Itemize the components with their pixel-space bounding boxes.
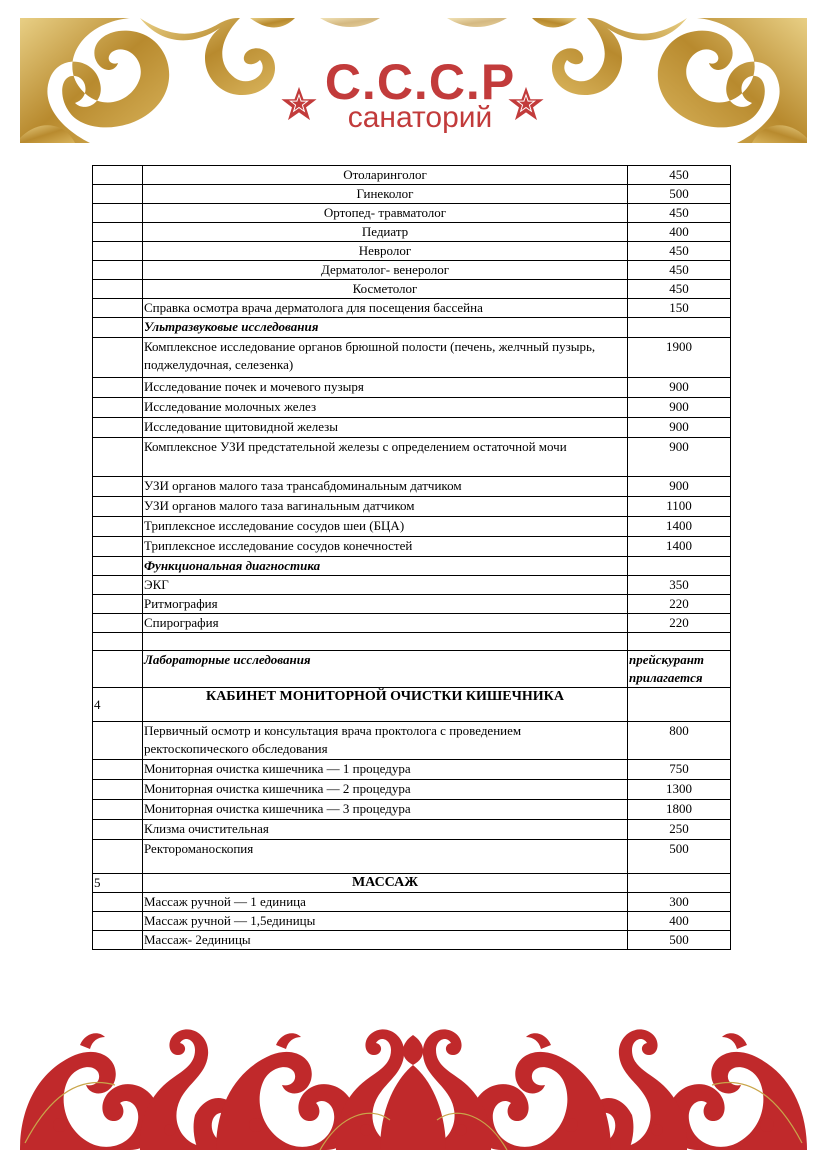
section-number-cell <box>93 595 143 614</box>
price-cell: 150 <box>628 299 731 318</box>
price-cell: 1400 <box>628 537 731 557</box>
price-cell: 450 <box>628 204 731 223</box>
price-cell: 900 <box>628 418 731 438</box>
table-row <box>93 651 731 688</box>
service-name-cell: Исследование молочных желез <box>143 398 628 418</box>
table-row <box>93 398 731 418</box>
section-number-cell <box>93 614 143 633</box>
table-row <box>93 800 731 820</box>
price-cell: 400 <box>628 223 731 242</box>
service-name-cell: Дерматолог- венеролог <box>143 261 628 280</box>
table-row <box>93 517 731 537</box>
price-cell: 450 <box>628 242 731 261</box>
price-cell: 1100 <box>628 497 731 517</box>
service-name-cell: Лабораторные исследования <box>143 651 628 688</box>
section-number-cell <box>93 651 143 688</box>
service-name-cell: УЗИ органов малого таза трансабдоминальным датчиком <box>143 477 628 497</box>
section-number-cell <box>93 280 143 299</box>
table-row <box>93 840 731 874</box>
bottom-red-ornament <box>20 1025 807 1150</box>
table-row <box>93 537 731 557</box>
price-cell: 300 <box>628 893 731 912</box>
price-cell: 500 <box>628 185 731 204</box>
table-row <box>93 820 731 840</box>
right-star-icon <box>507 85 545 123</box>
price-cell <box>628 874 731 893</box>
table-row <box>93 576 731 595</box>
service-name-cell: Ультразвуковые исследования <box>143 318 628 338</box>
price-cell: 250 <box>628 820 731 840</box>
price-cell: 900 <box>628 438 731 477</box>
table-row <box>93 223 731 242</box>
section-number-cell <box>93 557 143 576</box>
price-cell: 900 <box>628 477 731 497</box>
section-number-cell <box>93 185 143 204</box>
price-cell <box>628 557 731 576</box>
sanatorium-logo <box>275 55 555 140</box>
service-name-cell: Педиатр <box>143 223 628 242</box>
service-name-cell: Исследование щитовидной железы <box>143 418 628 438</box>
price-table <box>92 165 731 950</box>
section-number-cell <box>93 299 143 318</box>
service-name-cell: Отоларинголог <box>143 166 628 185</box>
section-number-cell <box>93 477 143 497</box>
section-number-cell <box>93 242 143 261</box>
table-row <box>93 497 731 517</box>
section-number-cell <box>93 760 143 780</box>
table-row <box>93 166 731 185</box>
price-cell <box>628 633 731 651</box>
section-number-cell <box>93 166 143 185</box>
service-name-cell: Функциональная диагностика <box>143 557 628 576</box>
section-number-cell <box>93 223 143 242</box>
section-number-cell: 4 <box>93 688 143 722</box>
service-name-cell: Массаж ручной — 1,5единицы <box>143 912 628 931</box>
service-name-cell: КАБИНЕТ МОНИТОРНОЙ ОЧИСТКИ КИШЕЧНИКА <box>143 688 628 722</box>
table-row <box>93 722 731 760</box>
section-number-cell <box>93 912 143 931</box>
price-cell: 220 <box>628 595 731 614</box>
section-number-cell <box>93 378 143 398</box>
table-row <box>93 912 731 931</box>
logo-title: С.С.С.Р <box>324 54 516 110</box>
price-cell: 900 <box>628 398 731 418</box>
table-row <box>93 438 731 477</box>
table-row <box>93 338 731 378</box>
service-name-cell <box>143 633 628 651</box>
section-number-cell <box>93 261 143 280</box>
table-row <box>93 242 731 261</box>
price-cell: 800 <box>628 722 731 760</box>
service-name-cell: Массаж- 2единицы <box>143 931 628 950</box>
price-cell: 450 <box>628 166 731 185</box>
section-number-cell <box>93 318 143 338</box>
section-number-cell <box>93 398 143 418</box>
table-row <box>93 477 731 497</box>
section-number-cell <box>93 820 143 840</box>
service-name-cell: ЭКГ <box>143 576 628 595</box>
table-row <box>93 418 731 438</box>
section-number-cell <box>93 931 143 950</box>
table-row <box>93 204 731 223</box>
price-cell: 900 <box>628 378 731 398</box>
price-cell: 1900 <box>628 338 731 378</box>
price-cell: 450 <box>628 280 731 299</box>
service-name-cell: Справка осмотра врача дерматолога для посещения бассейна <box>143 299 628 318</box>
service-name-cell: Ректороманоскопия <box>143 840 628 874</box>
table-row <box>93 299 731 318</box>
service-name-cell: Ортопед- травматолог <box>143 204 628 223</box>
service-name-cell: Первичный осмотр и консультация врача проктолога с проведением ректоскопического обследования <box>143 722 628 760</box>
table-row <box>93 185 731 204</box>
service-name-cell: Ритмография <box>143 595 628 614</box>
section-number-cell <box>93 204 143 223</box>
table-row <box>93 280 731 299</box>
left-star-icon <box>280 85 318 123</box>
price-cell: прейскурант прилагается <box>628 651 731 688</box>
table-row <box>93 931 731 950</box>
service-name-cell: Триплексное исследование сосудов конечностей <box>143 537 628 557</box>
price-cell: 450 <box>628 261 731 280</box>
service-name-cell: Спирография <box>143 614 628 633</box>
section-number-cell <box>93 893 143 912</box>
service-name-cell: Клизма очистительная <box>143 820 628 840</box>
service-name-cell: Триплексное исследование сосудов шеи (БЦА) <box>143 517 628 537</box>
table-row <box>93 261 731 280</box>
price-cell: 1300 <box>628 780 731 800</box>
service-name-cell: УЗИ органов малого таза вагинальным датчиком <box>143 497 628 517</box>
section-number-cell <box>93 438 143 477</box>
price-cell: 500 <box>628 931 731 950</box>
section-number-cell <box>93 497 143 517</box>
section-number-cell: 5 <box>93 874 143 893</box>
table-row <box>93 688 731 722</box>
price-cell: 1400 <box>628 517 731 537</box>
service-name-cell: Комплексное УЗИ предстательной железы с определением остаточной мочи <box>143 438 628 477</box>
service-name-cell: Гинеколог <box>143 185 628 204</box>
table-row <box>93 595 731 614</box>
price-cell <box>628 318 731 338</box>
section-number-cell <box>93 537 143 557</box>
service-name-cell: Исследование почек и мочевого пузыря <box>143 378 628 398</box>
table-row <box>93 378 731 398</box>
service-name-cell: МАССАЖ <box>143 874 628 893</box>
table-row <box>93 633 731 651</box>
table-row <box>93 874 731 893</box>
service-name-cell: Комплексное исследование органов брюшной полости (печень, желчный пузырь, поджелудочная, селезенка) <box>143 338 628 378</box>
table-row <box>93 780 731 800</box>
section-number-cell <box>93 576 143 595</box>
table-row <box>93 557 731 576</box>
price-cell <box>628 688 731 722</box>
service-name-cell: Мониторная очистка кишечника — 3 процедура <box>143 800 628 820</box>
section-number-cell <box>93 418 143 438</box>
section-number-cell <box>93 780 143 800</box>
logo-subtitle: санаторий <box>347 101 493 134</box>
price-cell: 350 <box>628 576 731 595</box>
section-number-cell <box>93 722 143 760</box>
price-cell: 500 <box>628 840 731 874</box>
price-cell: 750 <box>628 760 731 780</box>
section-number-cell <box>93 800 143 820</box>
table-row <box>93 760 731 780</box>
table-row <box>93 318 731 338</box>
price-cell: 1800 <box>628 800 731 820</box>
service-name-cell: Массаж ручной — 1 единица <box>143 893 628 912</box>
service-name-cell: Мониторная очистка кишечника — 1 процедура <box>143 760 628 780</box>
service-name-cell: Косметолог <box>143 280 628 299</box>
service-name-cell: Мониторная очистка кишечника — 2 процедура <box>143 780 628 800</box>
table-row <box>93 614 731 633</box>
section-number-cell <box>93 633 143 651</box>
service-name-cell: Невролог <box>143 242 628 261</box>
section-number-cell <box>93 517 143 537</box>
table-row <box>93 893 731 912</box>
price-cell: 400 <box>628 912 731 931</box>
price-cell: 220 <box>628 614 731 633</box>
section-number-cell <box>93 840 143 874</box>
section-number-cell <box>93 338 143 378</box>
